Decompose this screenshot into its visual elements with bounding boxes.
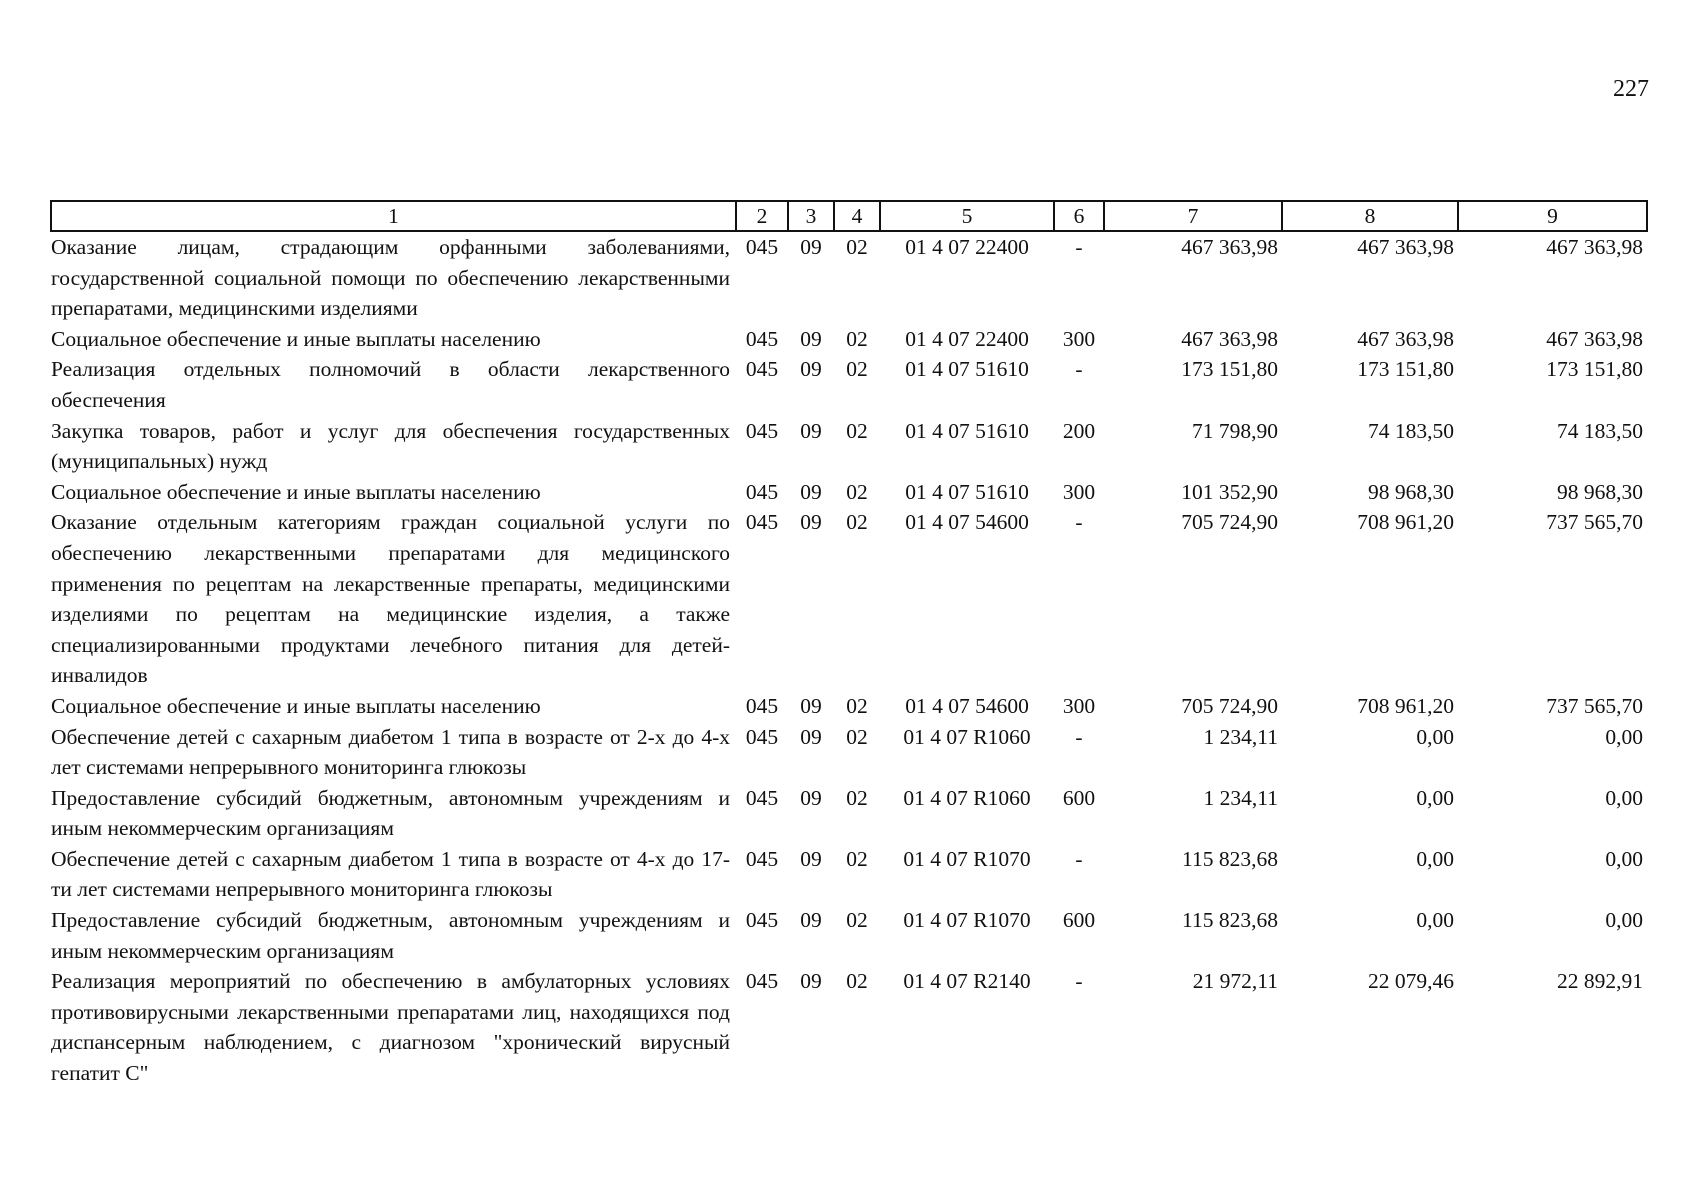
table-row (51, 477, 1647, 508)
admin-code-cell: 045 (745, 235, 779, 259)
column-header: 7 (1104, 201, 1282, 231)
amount-col7-cell: 21 972,11 (1192, 969, 1278, 994)
section-code-cell: 09 (800, 357, 822, 382)
amount-col8-cell: 0,00 (1416, 724, 1454, 749)
amount-col9-cell: 0,00 (1605, 724, 1643, 749)
expense-type-cell: 600 (1062, 785, 1096, 810)
amount-col8-cell: 22 079,46 (1368, 969, 1454, 994)
target-code-cell: 01 4 07 22400 (905, 235, 1029, 259)
subsection-code-cell: 02 (846, 846, 868, 871)
column-header: 4 (834, 201, 880, 231)
amount-col9-cell: 98 968,30 (1557, 479, 1643, 504)
column-header: 1 (51, 201, 736, 231)
subsection-code-cell: 02 (846, 969, 868, 994)
section-code-cell: 09 (800, 418, 822, 443)
section-code-cell: 09 (800, 785, 822, 810)
admin-code-cell: 045 (745, 510, 779, 535)
section-code-cell: 09 (800, 479, 822, 504)
section-code-cell: 09 (800, 326, 822, 351)
row-name-cell: Социальное обеспечение и иные выплаты населению (51, 693, 541, 718)
row-name-cell: Социальное обеспечение и иные выплаты населению (51, 326, 541, 351)
section-code-cell: 09 (800, 908, 822, 933)
target-code-cell: 01 4 07 R1070 (903, 846, 1031, 871)
amount-col7-cell: 705 724,90 (1181, 510, 1278, 535)
row-name-cell: Оказание лицам, страдающим орфанными заболеваниями, государственной социальной помощи по обеспечению лекарственными препаратами, медицинскими изделиями (51, 235, 730, 321)
section-code-cell: 09 (800, 235, 822, 259)
target-code-cell: 01 4 07 51610 (905, 479, 1029, 504)
expense-type-cell: - (1075, 357, 1083, 382)
table-row (51, 966, 1647, 1088)
amount-col9-cell: 467 363,98 (1546, 235, 1643, 259)
row-name-cell: Оказание отдельным категориям граждан социальной услуги по обеспечению лекарственными препаратами для медицинского применения по рецептам на лекарственные препараты, медицинскими изделиями по рецептам на медицинские изделия, а также специализированными продуктами лечебного питания для детей-инвалидов (51, 510, 730, 688)
amount-col9-cell: 0,00 (1605, 785, 1643, 810)
table-row (51, 905, 1647, 966)
section-code-cell: 09 (800, 693, 822, 718)
expense-type-cell: 300 (1062, 693, 1096, 718)
section-code-cell: 09 (800, 510, 822, 535)
row-name-cell: Реализация отдельных полномочий в области лекарственного обеспечения (51, 357, 730, 412)
subsection-code-cell: 02 (846, 479, 868, 504)
admin-code-cell: 045 (745, 785, 779, 810)
amount-col8-cell: 708 961,20 (1357, 693, 1454, 718)
admin-code-cell: 045 (745, 326, 779, 351)
amount-col7-cell: 115 823,68 (1182, 846, 1278, 871)
expense-type-cell: - (1075, 969, 1083, 994)
admin-code-cell: 045 (745, 479, 779, 504)
amount-col9-cell: 0,00 (1605, 846, 1643, 871)
section-code-cell: 09 (800, 969, 822, 994)
admin-code-cell: 045 (745, 908, 779, 933)
table-row (51, 354, 1647, 415)
column-header: 5 (880, 201, 1054, 231)
target-code-cell: 01 4 07 R1060 (903, 724, 1031, 749)
subsection-code-cell: 02 (846, 418, 868, 443)
target-code-cell: 01 4 07 54600 (905, 693, 1029, 718)
target-code-cell: 01 4 07 54600 (905, 510, 1029, 535)
row-name-cell: Предоставление субсидий бюджетным, автономным учреждениям и иным некоммерческим организациям (51, 785, 730, 841)
subsection-code-cell: 02 (846, 357, 868, 382)
amount-col7-cell: 467 363,98 (1181, 235, 1278, 259)
amount-col7-cell: 467 363,98 (1181, 326, 1278, 351)
admin-code-cell: 045 (745, 693, 779, 718)
table-row (51, 507, 1647, 691)
expense-type-cell: - (1075, 235, 1083, 259)
section-code-cell: 09 (800, 724, 822, 749)
target-code-cell: 01 4 07 R1060 (903, 785, 1031, 810)
amount-col8-cell: 0,00 (1416, 785, 1454, 810)
amount-col7-cell: 71 798,90 (1192, 418, 1278, 443)
amount-col7-cell: 101 352,90 (1181, 479, 1278, 504)
amount-col8-cell: 98 968,30 (1368, 479, 1454, 504)
expense-type-cell: - (1075, 724, 1083, 749)
table-body (51, 231, 1647, 1089)
table-row (51, 844, 1647, 905)
target-code-cell: 01 4 07 51610 (905, 357, 1029, 382)
admin-code-cell: 045 (745, 846, 779, 871)
amount-col8-cell: 173 151,80 (1357, 357, 1454, 382)
table-row (51, 722, 1647, 783)
amount-col9-cell: 737 565,70 (1546, 510, 1643, 535)
row-name-cell: Предоставление субсидий бюджетным, автономным учреждениям и иным некоммерческим организациям (51, 908, 730, 963)
budget-table (50, 200, 1648, 1089)
amount-col9-cell: 737 565,70 (1546, 693, 1643, 718)
table-row (51, 324, 1647, 355)
table-row (51, 783, 1647, 844)
amount-col9-cell: 74 183,50 (1557, 418, 1643, 443)
column-header: 9 (1458, 201, 1647, 231)
amount-col7-cell: 1 234,11 (1203, 785, 1278, 810)
amount-col7-cell: 705 724,90 (1181, 693, 1278, 718)
subsection-code-cell: 02 (846, 785, 868, 810)
table-row (51, 231, 1647, 324)
admin-code-cell: 045 (745, 357, 779, 382)
expense-type-cell: - (1075, 846, 1083, 871)
column-header: 2 (736, 201, 788, 231)
target-code-cell: 01 4 07 R1070 (903, 908, 1031, 933)
amount-col9-cell: 22 892,91 (1557, 969, 1643, 994)
amount-col8-cell: 0,00 (1416, 908, 1454, 933)
column-header: 6 (1054, 201, 1104, 231)
expense-type-cell: - (1075, 510, 1083, 535)
target-code-cell: 01 4 07 51610 (905, 418, 1029, 443)
column-header: 8 (1282, 201, 1458, 231)
expense-type-cell: 300 (1062, 479, 1096, 504)
amount-col9-cell: 0,00 (1605, 908, 1643, 933)
row-name-cell: Закупка товаров, работ и услуг для обеспечения государственных (муниципальных) нужд (51, 418, 730, 474)
column-header: 3 (788, 201, 834, 231)
row-name-cell: Социальное обеспечение и иные выплаты населению (51, 479, 541, 504)
table-row (51, 416, 1647, 477)
admin-code-cell: 045 (745, 418, 779, 443)
subsection-code-cell: 02 (846, 724, 868, 749)
subsection-code-cell: 02 (846, 510, 868, 535)
admin-code-cell: 045 (745, 724, 779, 749)
subsection-code-cell: 02 (846, 326, 868, 351)
amount-col9-cell: 467 363,98 (1546, 326, 1643, 351)
row-name-cell: Обеспечение детей с сахарным диабетом 1 типа в возрасте от 2-х до 4-х лет системами непрерывного мониторинга глюкозы (51, 724, 730, 780)
amount-col9-cell: 173 151,80 (1546, 357, 1643, 382)
amount-col8-cell: 467 363,98 (1357, 326, 1454, 351)
amount-col7-cell: 173 151,80 (1181, 357, 1278, 382)
amount-col7-cell: 115 823,68 (1182, 908, 1278, 933)
table-row (51, 691, 1647, 722)
target-code-cell: 01 4 07 R2140 (903, 969, 1031, 994)
expense-type-cell: 200 (1062, 418, 1096, 443)
row-name-cell: Обеспечение детей с сахарным диабетом 1 типа в возрасте от 4-х до 17-ти лет системами непрерывного мониторинга глюкозы (51, 846, 730, 902)
amount-col8-cell: 0,00 (1416, 846, 1454, 871)
table-header-row (51, 201, 1647, 231)
row-name-cell: Реализация мероприятий по обеспечению в амбулаторных условиях противовирусными лекарственными препаратами лиц, находящихся под диспансерным наблюдением, с диагнозом "хронический вирусный гепатит С" (51, 969, 730, 1086)
expense-type-cell: 600 (1062, 908, 1096, 933)
amount-col8-cell: 74 183,50 (1368, 418, 1454, 443)
subsection-code-cell: 02 (846, 235, 868, 259)
section-code-cell: 09 (800, 846, 822, 871)
amount-col8-cell: 708 961,20 (1357, 510, 1454, 535)
admin-code-cell: 045 (745, 969, 779, 994)
subsection-code-cell: 02 (846, 908, 868, 933)
expense-type-cell: 300 (1062, 326, 1096, 351)
target-code-cell: 01 4 07 22400 (905, 326, 1029, 351)
page-number: 227 (1613, 76, 1649, 102)
amount-col8-cell: 467 363,98 (1357, 235, 1454, 259)
amount-col7-cell: 1 234,11 (1203, 724, 1278, 749)
subsection-code-cell: 02 (846, 693, 868, 718)
